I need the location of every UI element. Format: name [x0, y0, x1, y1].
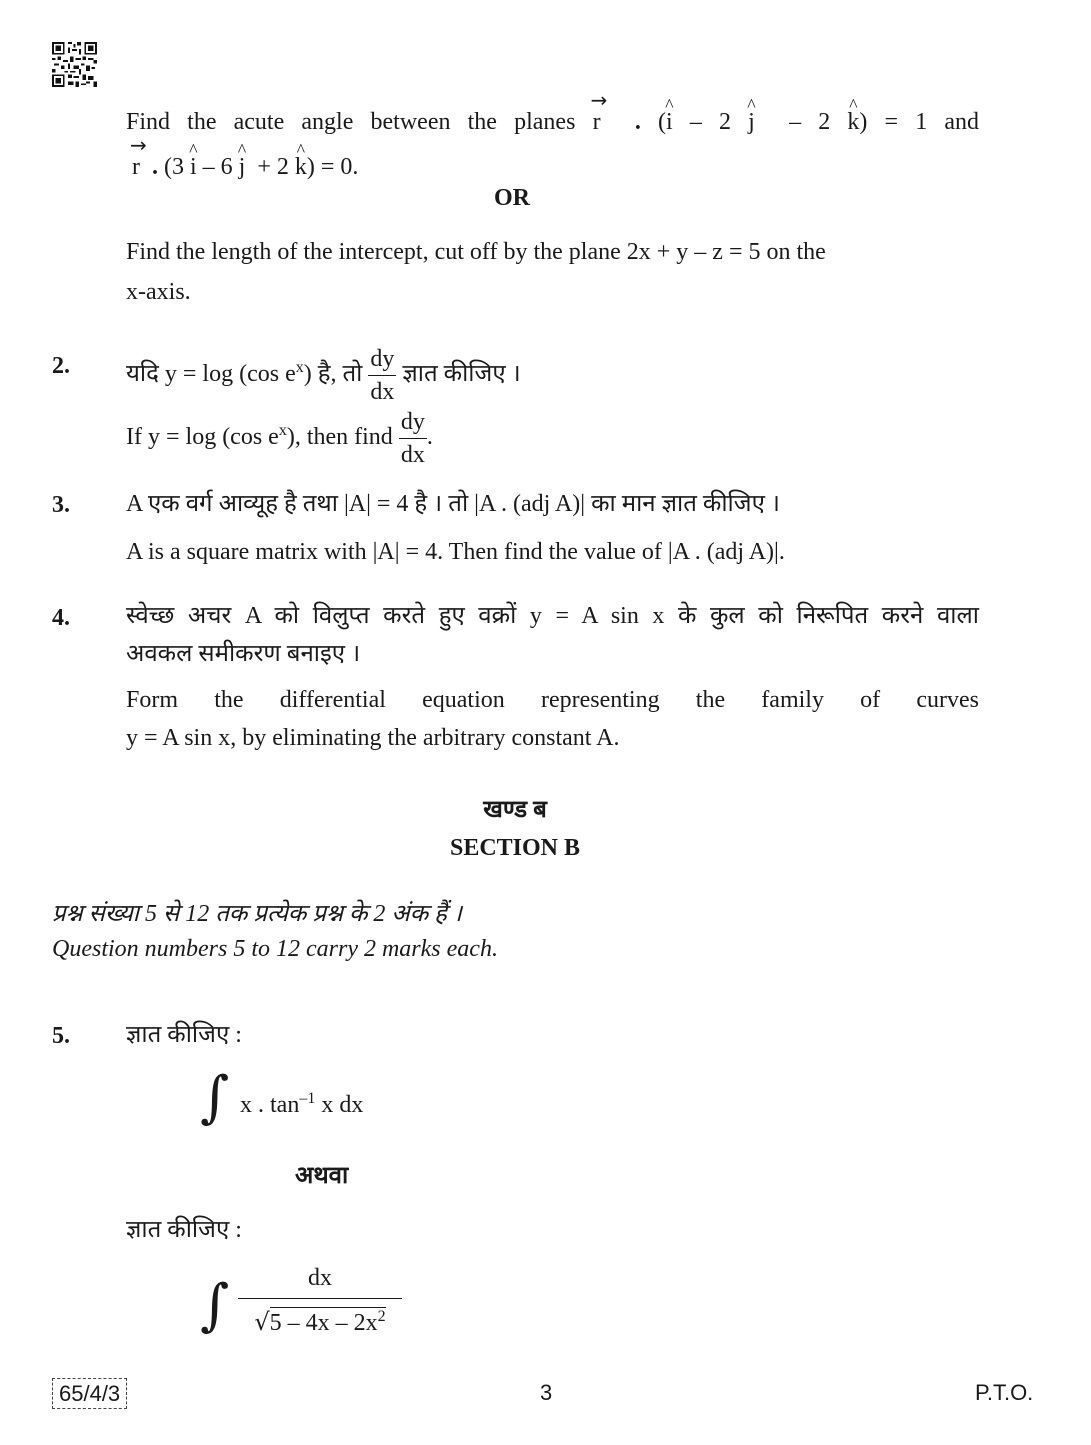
q2-english-mid: ), then find [286, 424, 393, 450]
q5-find-label: ज्ञात कीजिए : [126, 1022, 242, 1048]
q1-and: and [944, 109, 980, 135]
q1-plane1-equation: → r . (^ i – 2 ^ j – 2 ^ k) = 1 [593, 109, 928, 135]
q1-or-label: OR [494, 185, 530, 211]
q5-number: 5. [52, 1023, 70, 1049]
q2-english-fraction: $\frac{dy}{dx}$ [400, 408, 425, 468]
paper-code: 65/4/3 [52, 1378, 127, 1409]
q1-line1 [126, 108, 979, 136]
q4-english-line2: y = A sin x, by eliminating the arbitrary constant A. [126, 725, 620, 751]
q2-english-prefix: If y = log (cos e [126, 424, 279, 450]
q3-hindi: A एक वर्ग आव्यूह है तथा |A| = 4 है । तो |A . (adj A)| का मान ज्ञात कीजिए । [126, 491, 780, 517]
q5-find-label2: ज्ञात कीजिए : [126, 1217, 242, 1243]
q2-hindi-sup: x [295, 359, 304, 376]
q3-number: 3. [52, 492, 70, 518]
pto-label: P.T.O. [975, 1380, 1034, 1405]
qr-code-icon [52, 42, 97, 87]
q4-hindi-line1: स्वेच्छ अचर A को विलुप्त करते हुए वक्रों y = A sin x के कुल को निरूपित करने वाला [126, 603, 979, 629]
q5-integral2-fraction [238, 1264, 402, 1337]
section-english-title: SECTION B [449, 835, 581, 861]
section-hindi-title: खण्ड ब [483, 797, 547, 823]
q2-hindi-suffix: ज्ञात कीजिए । [402, 361, 521, 387]
q5-integral1-expression [240, 1085, 363, 1119]
q2-hindi-mid: ) है, तो [303, 361, 363, 387]
q1-line1-text: Find the acute angle between the planes [126, 109, 576, 135]
q3-english: A is a square matrix with |A| = 4. Then find the value of |A . (adj A)|. [126, 539, 785, 565]
q5-or-hindi: अथवा [295, 1163, 349, 1189]
q5-integral2-num: dx [238, 1264, 402, 1299]
q2-hindi-fraction: $\frac{dy}{dx}$ [370, 345, 395, 405]
q1-plane2-rhs: = 0. [320, 154, 359, 180]
q5-integral1-sign: ∫ [200, 1065, 230, 1130]
q4-hindi-line2: अवकल समीकरण बनाइए । [126, 641, 361, 667]
q4-english-line1: Form the differential equation representing the family of curves [126, 687, 979, 713]
section-hindi-instruction: प्रश्न संख्या 5 से 12 तक प्रत्येक प्रश्न के 2 अंक हैं । [52, 901, 462, 927]
q2-english-sup: x [278, 422, 287, 439]
q1-alt-line1: Find the length of the intercept, cut off by the plane 2x + y – z = 5 on the [126, 239, 826, 265]
q1-line2 [132, 153, 358, 181]
q1-plane2-equation: → r . (3 ^ i – 6 ^ j + 2 ^ k) [132, 154, 315, 180]
q2-english-suffix: . [426, 424, 433, 450]
q4-number: 4. [52, 605, 70, 631]
q5-integral1-tail: x dx [315, 1092, 364, 1118]
page-number: 3 [540, 1380, 553, 1405]
q5-integral2-den: $√5 - 4x - 2x^2$ [254, 1308, 386, 1336]
section-english-instruction: Question numbers 5 to 12 carry 2 marks each. [52, 936, 498, 962]
q1-alt-line2: x-axis. [126, 279, 191, 305]
q2-number: 2. [52, 353, 70, 379]
q5-integral1-body: x . tan [240, 1092, 300, 1118]
q5-integral2-sign: ∫ [200, 1273, 230, 1338]
q5-integral1-sup: –1 [299, 1090, 316, 1107]
q2-hindi [126, 340, 521, 404]
q2-english [126, 403, 433, 467]
q2-hindi-prefix: यदि y = log (cos e [126, 361, 296, 387]
